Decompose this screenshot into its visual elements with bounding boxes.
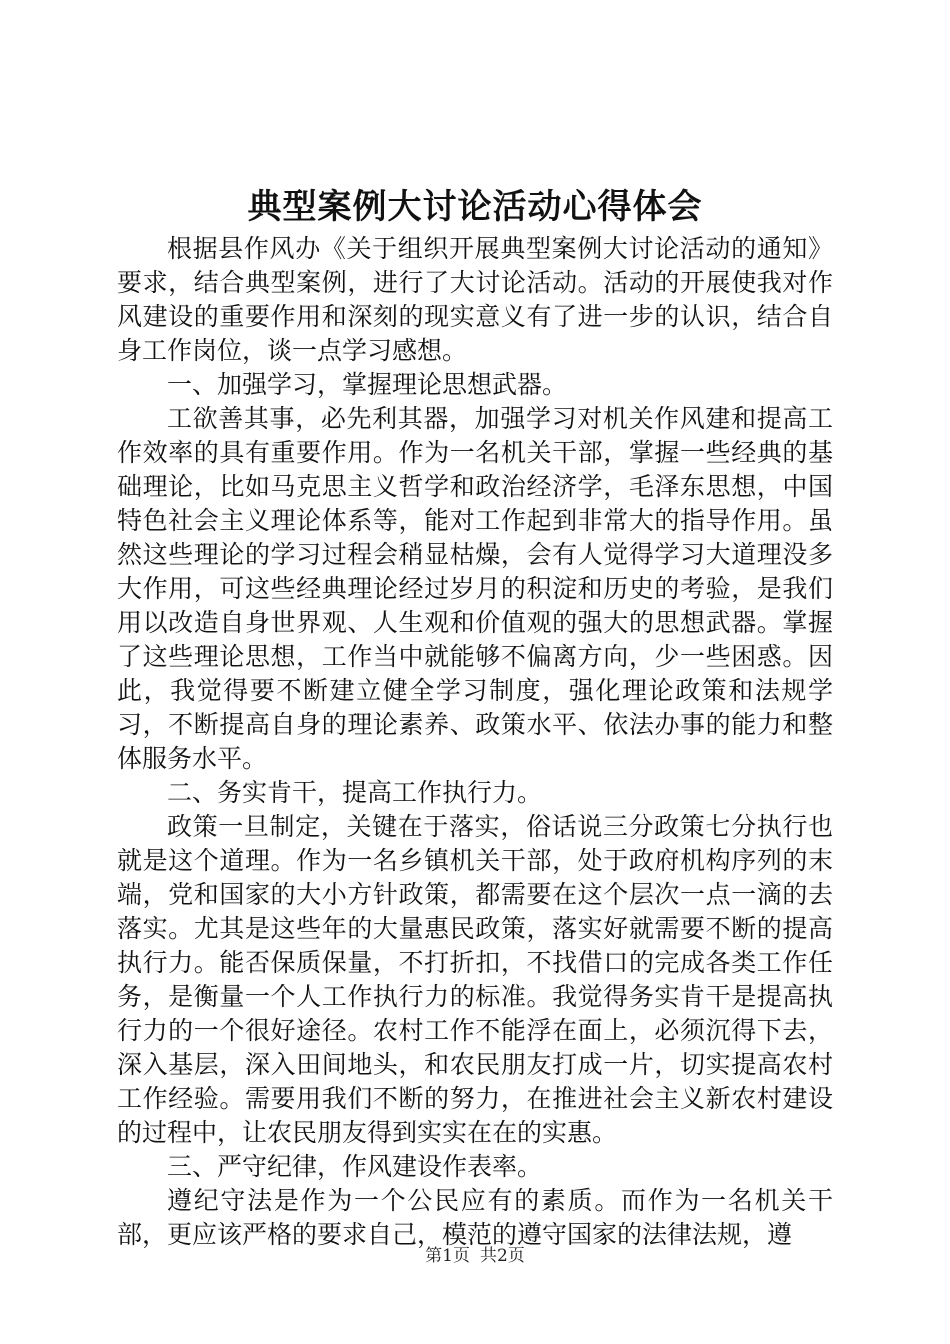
page-total: 共2页: [480, 1246, 525, 1266]
document-body: [117, 232, 833, 1252]
paragraph-section-3: 遵纪守法是作为一个公民应有的素质。而作为一名机关干部，更应该严格的要求自己，模范的遵守国家的法律法规，遵: [117, 1186, 833, 1249]
paragraph-section-1: 工欲善其事，必先利其器，加强学习对机关作风建和提高工作效率的具有重要作用。作为一名机关干部，掌握一些经典的基础理论，比如马克思主义哲学和政治经济学，毛泽东思想，中国特色社会主义理论体系等，能对工作起到非常大的指导作用。虽然这些理论的学习过程会稍显枯燥，会有人觉得学习大道理没多大作用，可这些经典理论经过岁月的积淀和历史的考验，是我们用以改造自身世界观、人生观和价值观的强大的思想武器。掌握了这些理论思想，工作当中就能够不偏离方向，少一些困惑。因此，我觉得要不断建立健全学习制度，强化理论政策和法规学习，不断提高自身的理论素养、政策水平、依法办事的能力和整体服务水平。: [117, 404, 833, 773]
document-title: 典型案例大讨论活动心得体会: [247, 187, 703, 227]
section-heading-2: 二、务实肯干，提高工作执行力。: [167, 778, 543, 807]
page-footer: [0, 1244, 950, 1268]
paragraph-intro: 根据县作风办《关于组织开展典型案例大讨论活动的通知》要求，结合典型案例，进行了大讨论活动。活动的开展使我对作风建设的重要作用和深刻的现实意义有了进一步的认识，结合自身工作岗位，谈一点学习感想。: [117, 234, 833, 365]
page-number: 第1页: [425, 1246, 470, 1266]
section-heading-1: 一、加强学习，掌握理论思想武器。: [167, 370, 568, 399]
paragraph-section-2: 政策一旦制定，关键在于落实，俗话说三分政策七分执行也就是这个道理。作为一名乡镇机关干部，处于政府机构序列的末端，党和国家的大小方针政策，都需要在这个层次一点一滴的去落实。尤其是这些年的大量惠民政策，落实好就需要不断的提高执行力。能否保质保量，不打折扣，不找借口的完成各类工作任务，是衡量一个人工作执行力的标准。我觉得务实肯干是提高执行力的一个很好途径。农村工作不能浮在面上，必须沉得下去，深入基层，深入田间地头，和农民朋友打成一片，切实提高农村工作经验。需要用我们不断的努力，在推进社会主义新农村建设的过程中，让农民朋友得到实实在在的实惠。: [117, 812, 833, 1147]
section-heading-3: 三、严守纪律，作风建设作表率。: [167, 1152, 543, 1181]
